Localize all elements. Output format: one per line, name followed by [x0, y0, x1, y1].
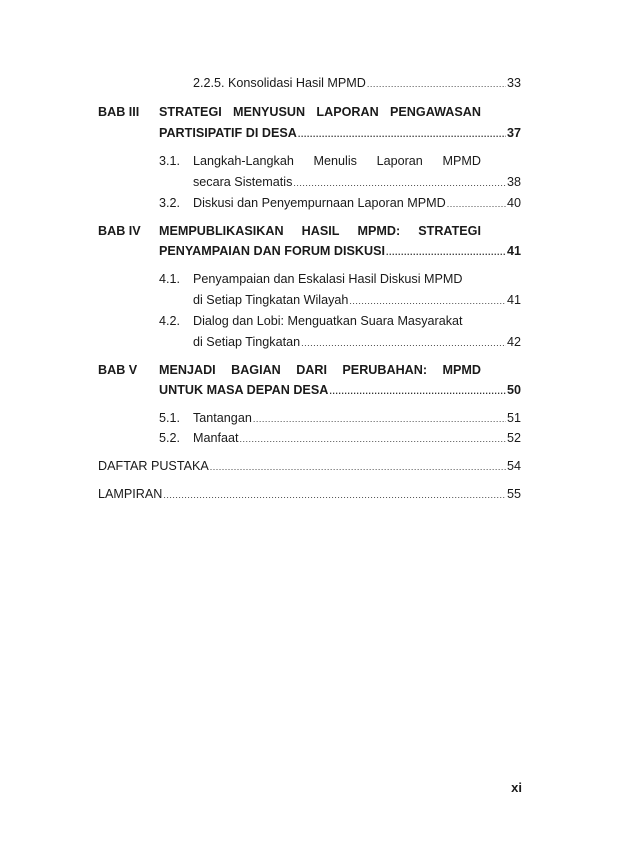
page-number: xi — [511, 780, 522, 795]
title-word: STRATEGI — [418, 224, 481, 238]
title-word: MPMD — [442, 154, 481, 168]
toc-page-number: 50 — [506, 383, 521, 397]
toc-leader-dots — [301, 335, 506, 351]
title-word: Laporan — [376, 154, 423, 168]
toc-entry-4-2[interactable] — [193, 334, 521, 351]
toc-page-number: 38 — [506, 175, 521, 189]
chapter-label-bab-iii: BAB III — [98, 105, 140, 119]
toc-entry-4-1-line1[interactable]: Penyampaian dan Eskalasi Hasil Diskusi MPMD — [193, 272, 463, 286]
toc-entry-lampiran[interactable] — [98, 486, 521, 503]
toc-page-number: 55 — [506, 487, 521, 501]
title-word: MEMPUBLIKASIKAN — [159, 224, 284, 238]
toc-entry-number-5-1: 5.1. — [159, 411, 181, 425]
toc-leader-dots — [298, 126, 506, 142]
toc-leader-dots — [253, 411, 506, 427]
toc-leader-dots — [386, 244, 506, 260]
toc-entry-title: Tantangan — [193, 411, 252, 425]
toc-page-number: 41 — [506, 293, 521, 307]
toc-leader-dots — [329, 383, 506, 399]
title-word: MENYUSUN — [233, 105, 306, 119]
title-word: Menulis — [313, 154, 357, 168]
toc-entry-daftar-pustaka[interactable] — [98, 458, 521, 475]
chapter-label-bab-v: BAB V — [98, 363, 138, 377]
toc-entry-title-line2: di Setiap Tingkatan — [193, 335, 301, 349]
toc-entry-number: 2.2.5. — [193, 76, 225, 90]
title-word: BAGIAN — [231, 363, 281, 377]
toc-entry-bab-iv[interactable] — [159, 243, 521, 260]
title-word: PENGAWASAN — [390, 105, 481, 119]
toc-entry-number-5-2: 5.2. — [159, 431, 181, 445]
title-word: MENJADI — [159, 363, 216, 377]
toc-entry-4-2-line1[interactable]: Dialog dan Lobi: Menguatkan Suara Masyarakat — [193, 314, 463, 328]
toc-entry-title: DAFTAR PUSTAKA — [98, 459, 209, 473]
toc-entry-number-3-1: 3.1. — [159, 154, 181, 168]
toc-entry-3-2[interactable] — [193, 195, 521, 212]
toc-entry-title: Konsolidasi Hasil MPMD — [228, 76, 366, 90]
title-word: DARI — [296, 363, 327, 377]
toc-entry-2-2-5[interactable] — [193, 75, 521, 92]
toc-entry-title: Manfaat — [193, 431, 239, 445]
toc-page-number: 52 — [506, 431, 521, 445]
chapter-label-bab-iv: BAB IV — [98, 224, 141, 238]
title-word: Langkah-Langkah — [193, 154, 294, 168]
toc-page-number: 33 — [506, 76, 521, 90]
toc-leader-dots — [447, 196, 506, 212]
toc-entry-title: Diskusi dan Penyempurnaan Laporan MPMD — [193, 196, 446, 210]
toc-leader-dots — [210, 459, 506, 475]
toc-entry-5-1[interactable] — [193, 410, 521, 427]
toc-leader-dots — [367, 76, 506, 92]
toc-leader-dots — [349, 293, 506, 309]
title-word: HASIL — [301, 224, 340, 238]
toc-page-number: 51 — [506, 411, 521, 425]
title-word: MPMD: — [357, 224, 401, 238]
toc-entry-title-line2: secara Sistematis — [193, 175, 293, 189]
chapter-title-line1-bab-iii[interactable] — [159, 104, 481, 120]
toc-leader-dots — [163, 487, 506, 503]
toc-entry-bab-v[interactable] — [159, 382, 521, 399]
toc-page-number: 40 — [506, 196, 521, 210]
toc-entry-title-line2: di Setiap Tingkatan Wilayah — [193, 293, 349, 307]
toc-entry-3-1[interactable] — [193, 174, 521, 191]
toc-entry-number-4-1: 4.1. — [159, 272, 181, 286]
title-word: LAPORAN — [316, 105, 379, 119]
toc-entry-title: LAMPIRAN — [98, 487, 163, 501]
toc-entry-4-1[interactable] — [193, 292, 521, 309]
chapter-title-line2: PARTISIPATIF DI DESA — [159, 126, 297, 140]
toc-leader-dots — [293, 175, 506, 191]
chapter-title-line1-bab-v[interactable] — [159, 362, 481, 378]
toc-page-number: 42 — [506, 335, 521, 349]
toc-leader-dots — [240, 431, 506, 447]
toc-entry-5-2[interactable] — [193, 430, 521, 447]
title-word: STRATEGI — [159, 105, 222, 119]
toc-page-number: 41 — [506, 244, 521, 258]
toc-page-number: 37 — [506, 126, 521, 140]
chapter-title-line2: UNTUK MASA DEPAN DESA — [159, 383, 329, 397]
chapter-title-line1-bab-iv[interactable] — [159, 223, 481, 239]
toc-page-number: 54 — [506, 459, 521, 473]
toc-entry-number-3-2: 3.2. — [159, 196, 181, 210]
toc-entry-bab-iii[interactable] — [159, 125, 521, 142]
toc-entry-3-1-line1[interactable] — [193, 153, 481, 169]
title-word: MPMD — [442, 363, 481, 377]
chapter-title-line2: PENYAMPAIAN DAN FORUM DISKUSI — [159, 244, 386, 258]
toc-entry-number-4-2: 4.2. — [159, 314, 181, 328]
title-word: PERUBAHAN: — [342, 363, 428, 377]
